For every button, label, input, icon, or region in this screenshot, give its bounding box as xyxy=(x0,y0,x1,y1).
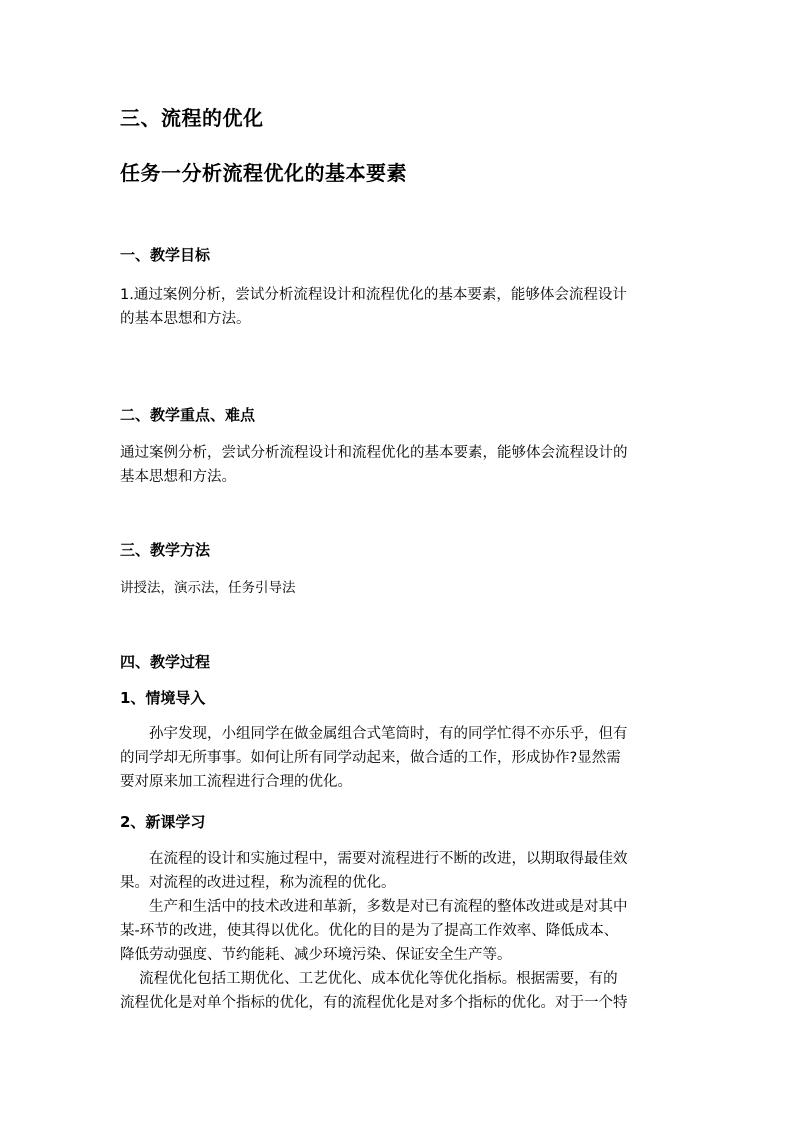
new-lesson-line: 果。对流程的改进过程，称为流程的优化。 xyxy=(120,875,396,891)
key-points-line: 通过案例分析，尝试分析流程设计和流程优化的基本要素，能够体会流程设计的 xyxy=(120,445,628,461)
intro-line: 要对原来加工流程进行合理的优化。 xyxy=(120,774,352,790)
new-lesson-line: 某-环节的改进，使其得以优化。优化的目的是为了提高工作效率、降低成本、 xyxy=(120,923,619,939)
methods-text: 讲授法，演示法，任务引导法 xyxy=(120,580,296,596)
new-lesson-line: 降低劳动强度、节约能耗、减少环境污染、保证安全生产等。 xyxy=(120,947,512,963)
intro-line: 的同学却无所事事。如何让所有同学动起来，做合适的工作，形成协作?显然需 xyxy=(120,750,621,766)
key-points-paragraph xyxy=(120,441,676,489)
chapter-title: 三、流程的优化 xyxy=(120,106,264,130)
intro-paragraph xyxy=(120,722,676,794)
subsection-heading-new-lesson: 2、新课学习 xyxy=(120,813,206,831)
goals-paragraph xyxy=(120,283,676,331)
new-lesson-line: 流程优化是对单个指标的优化，有的流程优化是对多个指标的优化。对于一个特 xyxy=(120,995,628,1011)
intro-line: 孙宇发现，小组同学在做金属组合式笔筒时，有的同学忙得不亦乐乎，但有 xyxy=(120,726,628,742)
section-heading-process: 四、教学过程 xyxy=(120,653,211,671)
new-lesson-paragraph xyxy=(120,847,676,1015)
key-points-line: 基本思想和方法。 xyxy=(120,469,236,485)
new-lesson-line: 在流程的设计和实施过程中，需要对流程进行不断的改进，以期取得最佳效 xyxy=(120,851,628,867)
subsection-heading-intro: 1、情境导入 xyxy=(120,689,206,707)
new-lesson-line: 流程优化包括工期优化、工艺优化、成本优化等优化指标。根据需要，有的 xyxy=(120,971,618,987)
section-heading-methods: 三、教学方法 xyxy=(120,541,211,559)
goals-line: 1.通过案例分析，尝试分析流程设计和流程优化的基本要素，能够体会流程设计 xyxy=(120,287,627,303)
goals-line: 的基本思想和方法。 xyxy=(120,311,251,327)
new-lesson-line: 生产和生活中的技术改进和革新，多数是对已有流程的整体改进或是对其中 xyxy=(120,899,628,915)
section-heading-goals: 一、教学目标 xyxy=(120,246,211,264)
task-title: 任务一分析流程优化的基本要素 xyxy=(120,161,407,185)
section-heading-key-points: 二、教学重点、难点 xyxy=(120,406,256,424)
